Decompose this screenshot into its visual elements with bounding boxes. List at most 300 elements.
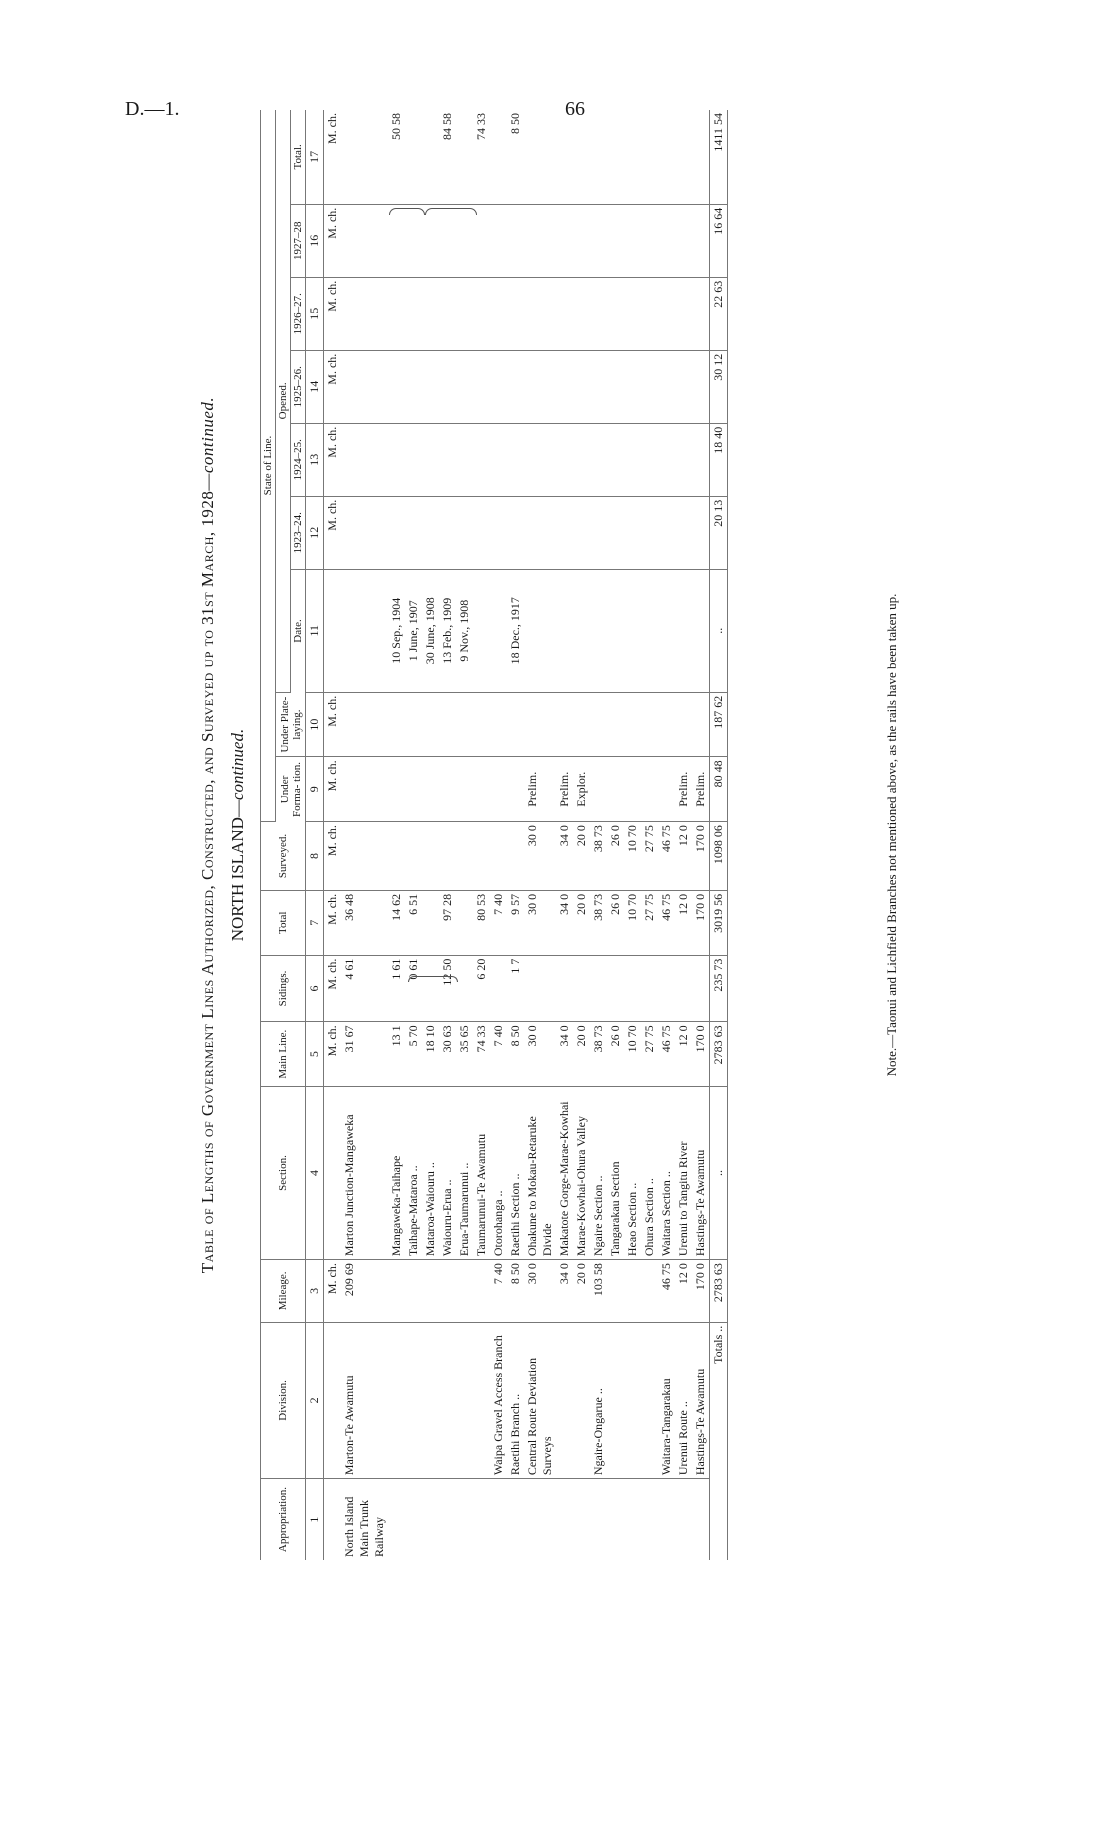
total-open-cell: [341, 110, 388, 204]
surveyed-cell: [439, 822, 456, 891]
column-number: 3: [306, 1260, 324, 1323]
total-cell: 46 75: [658, 890, 675, 955]
appropriation-cell: [624, 1479, 641, 1560]
totals-y1923-cell: 20 13: [710, 496, 728, 569]
y1925-cell: [456, 350, 473, 423]
y1926-cell: [556, 277, 573, 350]
y1927-cell: [422, 204, 439, 277]
units-row: [324, 110, 342, 1560]
y1925-cell: [507, 350, 524, 423]
total-cell: 12 0: [675, 890, 692, 955]
y1925-cell: [490, 350, 507, 423]
y1924-cell: [692, 423, 710, 496]
surveyed-cell: 38 73: [590, 822, 607, 891]
division-cell: Ngaire-Ongarue ..: [590, 1322, 607, 1478]
y1925-cell: [388, 350, 405, 423]
formation-cell: [422, 757, 439, 822]
date-cell: [524, 569, 556, 692]
mileage-cell: 7 40: [490, 1260, 507, 1323]
y1927-cell: [341, 204, 388, 277]
table-row: [692, 110, 710, 1560]
platelaying-cell: [658, 692, 675, 757]
totals-surveyed-cell: 1098 06: [710, 822, 728, 891]
totals-platelaying-cell: 187 62: [710, 692, 728, 757]
bracket-sidings-12-50: [408, 976, 458, 982]
date-cell: [490, 569, 507, 692]
surveyed-cell: 46 75: [658, 822, 675, 891]
date-cell: [675, 569, 692, 692]
y1923-cell: [607, 496, 624, 569]
unit-label: M. ch.: [324, 1260, 342, 1323]
col-under-platelaying: Under Plate- laying.: [276, 692, 306, 757]
sidings-cell: [641, 955, 658, 1022]
appropriation-cell: [490, 1479, 507, 1560]
formation-cell: [473, 757, 490, 822]
formation-cell: [456, 757, 473, 822]
main-line-cell: 170 0: [692, 1022, 710, 1087]
column-number: 8: [306, 822, 324, 891]
mileage-cell: 103 58: [590, 1260, 607, 1323]
sidings-cell: 12 50: [439, 955, 456, 1022]
col-sidings: Sidings.: [261, 955, 306, 1022]
sidings-cell: [624, 955, 641, 1022]
platelaying-cell: [624, 692, 641, 757]
section-cell: Marae-Kowhai-Ohura Valley: [573, 1086, 590, 1259]
sidings-cell: 0 61: [405, 955, 422, 1022]
section-cell: Waitara Section ..: [658, 1086, 675, 1259]
column-number: 9: [306, 757, 324, 822]
section-cell: Tangarakau Section: [607, 1086, 624, 1259]
col-mileage: Mileage.: [261, 1260, 306, 1323]
total-open-cell: [556, 110, 573, 204]
total-open-cell: [675, 110, 692, 204]
sidings-cell: [692, 955, 710, 1022]
unit-label: M. ch.: [324, 350, 342, 423]
y1926-cell: [490, 277, 507, 350]
column-number: 7: [306, 890, 324, 955]
total-open-cell: [641, 110, 658, 204]
total-open-cell: [624, 110, 641, 204]
date-cell: [624, 569, 641, 692]
y1925-cell: [341, 350, 388, 423]
total-cell: 27 75: [641, 890, 658, 955]
totals-formation-cell: 80 48: [710, 757, 728, 822]
table-title: Table of Lengths of Government Lines Authorized, Constructed, and Surveyed up to 31st March, 1928—continued.: [198, 396, 217, 1274]
division-cell: [439, 1322, 456, 1478]
date-cell: [692, 569, 710, 692]
y1924-cell: [524, 423, 556, 496]
table-row: [524, 110, 556, 1560]
date-cell: 1 June, 1907: [405, 569, 422, 692]
main-line-cell: 18 10: [422, 1022, 439, 1087]
y1926-cell: [624, 277, 641, 350]
total-cell: 7 40: [490, 890, 507, 955]
unit-label: M. ch.: [324, 955, 342, 1022]
unit-label: M. ch.: [324, 692, 342, 757]
column-number: 2: [306, 1322, 324, 1478]
y1923-cell: [624, 496, 641, 569]
appropriation-cell: [607, 1479, 624, 1560]
column-number: 16: [306, 204, 324, 277]
y1927-cell: [573, 204, 590, 277]
table-row: [456, 110, 473, 1560]
totals-row: [710, 110, 728, 1560]
appropriation-cell: [573, 1479, 590, 1560]
y1925-cell: [556, 350, 573, 423]
y1924-cell: [607, 423, 624, 496]
unit-label: M. ch.: [324, 204, 342, 277]
col-total-open: Total.: [291, 110, 306, 204]
formation-cell: [507, 757, 524, 822]
unit-label: M. ch.: [324, 277, 342, 350]
y1927-cell: [439, 204, 456, 277]
y1925-cell: [473, 350, 490, 423]
sidings-cell: 4 61: [341, 955, 388, 1022]
total-open-cell: [490, 110, 507, 204]
section-cell: Erua-Taumarunui ..: [456, 1086, 473, 1259]
main-line-cell: 38 73: [590, 1022, 607, 1087]
total-open-cell: 50 58: [388, 110, 405, 204]
column-number: 12: [306, 496, 324, 569]
sidings-cell: [573, 955, 590, 1022]
col-1926: 1926–27.: [291, 277, 306, 350]
division-cell: [456, 1322, 473, 1478]
y1924-cell: [675, 423, 692, 496]
column-number: 13: [306, 423, 324, 496]
y1927-cell: [641, 204, 658, 277]
y1926-cell: [422, 277, 439, 350]
y1924-cell: [341, 423, 388, 496]
y1927-cell: [388, 204, 405, 277]
col-division: Division.: [261, 1322, 306, 1478]
platelaying-cell: [422, 692, 439, 757]
y1924-cell: [456, 423, 473, 496]
y1924-cell: [422, 423, 439, 496]
y1924-cell: [556, 423, 573, 496]
col-under-formation: Under Forma- tion.: [276, 757, 306, 822]
y1924-cell: [439, 423, 456, 496]
unit-label: M. ch.: [324, 890, 342, 955]
platelaying-cell: [590, 692, 607, 757]
y1927-cell: [490, 204, 507, 277]
total-cell: 170 0: [692, 890, 710, 955]
col-1923: 1923–24.: [291, 496, 306, 569]
formation-cell: Prelim.: [524, 757, 556, 822]
main-line-cell: 20 0: [573, 1022, 590, 1087]
formation-cell: Prelim.: [692, 757, 710, 822]
totals-label: Totals ..: [710, 1322, 728, 1560]
total-open-cell: [658, 110, 675, 204]
section-cell: Urenui to Tangitu River: [675, 1086, 692, 1259]
mileage-cell: [641, 1260, 658, 1323]
formation-cell: [341, 757, 388, 822]
section-cell: Raetihi Section ..: [507, 1086, 524, 1259]
mileage-cell: [607, 1260, 624, 1323]
y1926-cell: [573, 277, 590, 350]
surveyed-cell: 170 0: [692, 822, 710, 891]
sidings-cell: [590, 955, 607, 1022]
main-line-cell: 13 1: [388, 1022, 405, 1087]
formation-cell: [607, 757, 624, 822]
total-open-cell: [573, 110, 590, 204]
y1923-cell: [422, 496, 439, 569]
formation-cell: Prelim.: [556, 757, 573, 822]
main-line-cell: 74 33: [473, 1022, 490, 1087]
y1923-cell: [524, 496, 556, 569]
section-cell: Waiouru-Erua ..: [439, 1086, 456, 1259]
division-cell: [607, 1322, 624, 1478]
y1926-cell: [692, 277, 710, 350]
platelaying-cell: [341, 692, 388, 757]
y1927-cell: [692, 204, 710, 277]
mileage-cell: [388, 1260, 405, 1323]
y1925-cell: [422, 350, 439, 423]
total-open-cell: [590, 110, 607, 204]
date-cell: [658, 569, 675, 692]
y1923-cell: [658, 496, 675, 569]
y1926-cell: [658, 277, 675, 350]
section-cell: Mangaweka-Taihape: [388, 1086, 405, 1259]
y1926-cell: [439, 277, 456, 350]
sidings-cell: [456, 955, 473, 1022]
y1925-cell: [624, 350, 641, 423]
platelaying-cell: [556, 692, 573, 757]
division-cell: [388, 1322, 405, 1478]
mileage-cell: [422, 1260, 439, 1323]
total-open-cell: [607, 110, 624, 204]
y1925-cell: [607, 350, 624, 423]
section-cell: Makatote Gorge-Marae-Kowhai: [556, 1086, 573, 1259]
platelaying-cell: [456, 692, 473, 757]
column-number: 17: [306, 110, 324, 204]
sidings-cell: 1 61: [388, 955, 405, 1022]
sidings-cell: [422, 955, 439, 1022]
platelaying-cell: [692, 692, 710, 757]
section-cell: Heao Section ..: [624, 1086, 641, 1259]
total-open-cell: 8 50: [507, 110, 524, 204]
appropriation-cell: [388, 1479, 405, 1560]
y1926-cell: [405, 277, 422, 350]
total-cell: 38 73: [590, 890, 607, 955]
page-number: 66: [565, 98, 585, 120]
table-row: [439, 110, 456, 1560]
division-cell: [641, 1322, 658, 1478]
y1924-cell: [641, 423, 658, 496]
y1923-cell: [405, 496, 422, 569]
y1925-cell: [439, 350, 456, 423]
mileage-cell: [405, 1260, 422, 1323]
totals-section-cell: ..: [710, 1086, 728, 1259]
y1925-cell: [573, 350, 590, 423]
division-cell: [405, 1322, 422, 1478]
y1923-cell: [590, 496, 607, 569]
formation-cell: Explor.: [573, 757, 590, 822]
y1923-cell: [556, 496, 573, 569]
table-row: [490, 110, 507, 1560]
section-cell: Ngaire Section ..: [590, 1086, 607, 1259]
mileage-cell: 34 0: [556, 1260, 573, 1323]
platelaying-cell: [524, 692, 556, 757]
total-cell: 26 0: [607, 890, 624, 955]
y1923-cell: [507, 496, 524, 569]
appropriation-cell: [473, 1479, 490, 1560]
section-cell: Otorohanga ..: [490, 1086, 507, 1259]
col-1927: 1927–28: [291, 204, 306, 277]
appropriation-cell: [422, 1479, 439, 1560]
appropriation-cell: [439, 1479, 456, 1560]
section-cell: Hastings-Te Awamutu: [692, 1086, 710, 1259]
y1925-cell: [641, 350, 658, 423]
totals-date-cell: ..: [710, 569, 728, 692]
main-line-cell: 7 40: [490, 1022, 507, 1087]
formation-cell: [641, 757, 658, 822]
total-cell: 10 70: [624, 890, 641, 955]
total-open-cell: 74 33: [473, 110, 490, 204]
lengths-table: [260, 110, 728, 1560]
appropriation-cell: [524, 1479, 556, 1560]
table-row: [388, 110, 405, 1560]
col-state-of-line: State of Line.: [261, 110, 276, 822]
y1927-cell: [658, 204, 675, 277]
appropriation-cell: [456, 1479, 473, 1560]
appropriation-cell: North Island Main Trunk Railway: [342, 1496, 386, 1557]
total-open-cell: [456, 110, 473, 204]
date-cell: [607, 569, 624, 692]
date-cell: [641, 569, 658, 692]
y1924-cell: [624, 423, 641, 496]
y1924-cell: [573, 423, 590, 496]
y1926-cell: [641, 277, 658, 350]
total-cell: 6 51: [405, 890, 422, 955]
division-cell: [473, 1322, 490, 1478]
mileage-cell: 20 0: [573, 1260, 590, 1323]
total-cell: [456, 890, 473, 955]
date-cell: [590, 569, 607, 692]
unit-label: M. ch.: [324, 1022, 342, 1087]
division-cell: Marton-Te Awamutu: [341, 1322, 388, 1478]
date-cell: [573, 569, 590, 692]
column-number: 6: [306, 955, 324, 1022]
date-cell: 10 Sep., 1904: [388, 569, 405, 692]
y1925-cell: [524, 350, 556, 423]
column-number: 15: [306, 277, 324, 350]
y1923-cell: [490, 496, 507, 569]
surveyed-cell: [388, 822, 405, 891]
y1924-cell: [590, 423, 607, 496]
column-number: 5: [306, 1022, 324, 1087]
y1924-cell: [405, 423, 422, 496]
total-cell: 80 53: [473, 890, 490, 955]
main-line-cell: 34 0: [556, 1022, 573, 1087]
table-row: [590, 110, 607, 1560]
mileage-cell: [473, 1260, 490, 1323]
main-line-cell: 12 0: [675, 1022, 692, 1087]
y1926-cell: [388, 277, 405, 350]
total-cell: 34 0: [556, 890, 573, 955]
y1926-cell: [456, 277, 473, 350]
main-line-cell: 27 75: [641, 1022, 658, 1087]
appropriation-cell: [405, 1479, 422, 1560]
unit-label: M. ch.: [324, 110, 342, 204]
table-row: [641, 110, 658, 1560]
y1926-cell: [590, 277, 607, 350]
surveyed-cell: [422, 822, 439, 891]
sidings-cell: 1 7: [507, 955, 524, 1022]
date-cell: [341, 569, 388, 692]
formation-cell: Prelim.: [675, 757, 692, 822]
y1927-cell: [456, 204, 473, 277]
y1927-cell: [624, 204, 641, 277]
appropriation-cell: [507, 1479, 524, 1560]
y1925-cell: [405, 350, 422, 423]
totals-total-open-cell: 1411 54: [710, 110, 728, 204]
col-date: Date.: [291, 569, 306, 692]
mileage-cell: 46 75: [658, 1260, 675, 1323]
col-main-line: Main Line.: [261, 1022, 306, 1087]
y1924-cell: [490, 423, 507, 496]
unit-label: M. ch.: [324, 423, 342, 496]
formation-cell: [624, 757, 641, 822]
surveyed-cell: 30 0: [524, 822, 556, 891]
mileage-cell: [456, 1260, 473, 1323]
division-cell: [556, 1322, 573, 1478]
division-cell: Waitara-Tangarakau: [658, 1322, 675, 1478]
y1926-cell: [524, 277, 556, 350]
mileage-cell: 209 69: [341, 1260, 388, 1323]
appropriation-cell: [590, 1479, 607, 1560]
total-cell: 97 28: [439, 890, 456, 955]
sidings-cell: [675, 955, 692, 1022]
appropriation-cell: [658, 1479, 675, 1560]
mileage-cell: 170 0: [692, 1260, 710, 1323]
appropriation-cell: [675, 1479, 692, 1560]
y1923-cell: [675, 496, 692, 569]
platelaying-cell: [675, 692, 692, 757]
main-line-cell: 35 65: [456, 1022, 473, 1087]
total-cell: 30 0: [524, 890, 556, 955]
totals-sidings-cell: 235 73: [710, 955, 728, 1022]
main-line-cell: 30 63: [439, 1022, 456, 1087]
appropriation-cell: [641, 1479, 658, 1560]
formation-cell: [388, 757, 405, 822]
column-number: 10: [306, 692, 324, 757]
y1926-cell: [473, 277, 490, 350]
y1927-cell: [524, 204, 556, 277]
division-cell: Raetihi Branch ..: [507, 1322, 524, 1478]
sidings-cell: [490, 955, 507, 1022]
surveyed-cell: [456, 822, 473, 891]
date-cell: 13 Feb., 1909: [439, 569, 456, 692]
mileage-cell: [439, 1260, 456, 1323]
surveyed-cell: 12 0: [675, 822, 692, 891]
surveyed-cell: 27 75: [641, 822, 658, 891]
unit-label: M. ch.: [324, 496, 342, 569]
main-line-cell: 5 70: [405, 1022, 422, 1087]
totals-y1924-cell: 18 40: [710, 423, 728, 496]
main-line-cell: 10 70: [624, 1022, 641, 1087]
y1927-cell: [590, 204, 607, 277]
appropriation-cell: [692, 1479, 710, 1560]
platelaying-cell: [439, 692, 456, 757]
main-line-cell: 31 67: [341, 1022, 388, 1087]
sidings-cell: [658, 955, 675, 1022]
mileage-cell: 8 50: [507, 1260, 524, 1323]
table-note: Note.—Taonui and Lichfield Branches not mentioned above, as the rails have been taken up.: [884, 593, 899, 1077]
unit-label: M. ch.: [324, 822, 342, 891]
y1923-cell: [388, 496, 405, 569]
y1926-cell: [607, 277, 624, 350]
col-surveyed: Surveyed.: [261, 822, 306, 891]
